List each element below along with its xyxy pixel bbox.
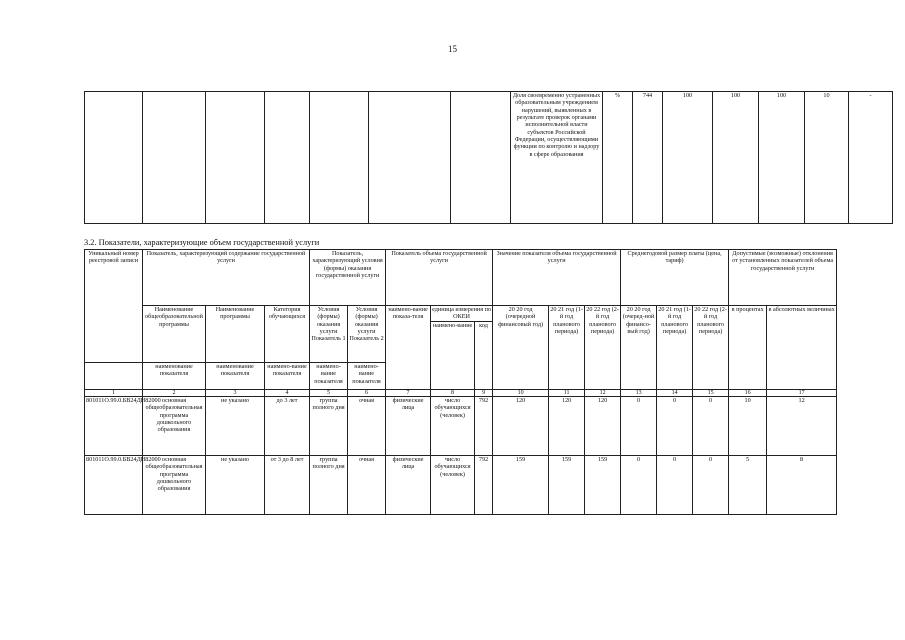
price-year2-cell: 0	[657, 456, 693, 515]
column-number: 1	[85, 390, 143, 397]
header-unit-name: наимено-вание	[431, 321, 475, 389]
value-year3-cell: 100	[759, 92, 805, 224]
table-cell	[143, 92, 206, 224]
header-conditions-group: Показатель, характеризующий условия (формы) оказания государственной услуги	[310, 250, 386, 306]
price-year1-cell: 0	[621, 397, 657, 456]
value-year3-cell: 159	[585, 456, 621, 515]
header-program-name: Наименование общеобразовательной программы	[143, 306, 206, 363]
value-year1-cell: 120	[493, 397, 549, 456]
column-number: 13	[621, 390, 657, 397]
value-year2-cell: 100	[713, 92, 759, 224]
unit-cell: %	[603, 92, 633, 224]
price-year3-cell: 0	[693, 456, 729, 515]
deviation-absolute-cell: 12	[767, 397, 837, 456]
indicator-cell: физические лица	[386, 397, 431, 456]
column-number: 15	[693, 390, 729, 397]
table-row	[85, 397, 837, 456]
section-title: 3.2. Показатели, характеризующие объем государственной услуги	[84, 238, 320, 247]
deviation-absolute-cell: 8	[767, 456, 837, 515]
condition-2-cell: очная	[348, 397, 386, 456]
program-name-cell: не указано	[206, 456, 265, 515]
column-number: 2	[143, 390, 206, 397]
okei-cell: 744	[633, 92, 663, 224]
column-number: 3	[206, 390, 265, 397]
condition-2-cell: очная	[348, 456, 386, 515]
table-row	[85, 456, 837, 515]
header-volume-group: Показатель объема государственной услуги	[386, 250, 493, 306]
column-number: 16	[729, 390, 767, 397]
indicator-cell: физические лица	[386, 456, 431, 515]
deviation-percent-cell: 10	[729, 397, 767, 456]
program-cell: основная общеобразовательная программа дошкольного образования	[143, 397, 206, 456]
header-condition-2: Условия (формы) оказания услуги Показатель 2	[348, 306, 386, 363]
quality-indicator-name: Доля своевременно устраненных образовательным учреждением нарушений, выявленных в результате проверок органами исполнительной власти субъектов Российской Федерации, осуществляющими функции по контролю и надзору в сфере образования	[511, 92, 603, 224]
unit-name-cell: число обучающихся (человек)	[431, 397, 475, 456]
value-year2-cell: 159	[549, 456, 585, 515]
price-year2-cell: 0	[657, 397, 693, 456]
header-condition-1: Условия (формы) оказания услуги Показатель 1	[310, 306, 348, 363]
header-row	[85, 250, 837, 306]
price-year1-cell: 0	[621, 456, 657, 515]
column-number: 12	[585, 390, 621, 397]
quality-indicators-continuation-table	[84, 91, 893, 224]
header-indicator-caption: наимено-вание показателя	[265, 363, 310, 390]
category-cell: от 3 до 8 лет	[265, 456, 310, 515]
header-unit-code: код	[475, 321, 493, 389]
header-indicator-caption: наименование показателя	[206, 363, 265, 390]
unit-code-cell: 792	[475, 397, 493, 456]
table-cell	[451, 92, 511, 224]
header-value-year3: 20 22 год (2-й год планового периода)	[585, 306, 621, 390]
unique-number-cell: 801011О.99.0.БВ24ДН82000	[85, 456, 143, 515]
column-number: 17	[767, 390, 837, 397]
header-deviation-percent: в процентах	[729, 306, 767, 390]
header-price-year2: 20 21 год (1-й год планового периода)	[657, 306, 693, 390]
unit-code-cell: 792	[475, 456, 493, 515]
value-year3-cell: 120	[585, 397, 621, 456]
deviation-percent-cell: 5	[729, 456, 767, 515]
header-value-year2: 20 21 год (1-й год планового периода)	[549, 306, 585, 390]
column-number: 14	[657, 390, 693, 397]
table-cell	[369, 92, 451, 224]
header-indicator-caption: наимено-вание показателя	[348, 363, 386, 390]
header-deviation-group: Допустимые (возможные) отклонения от установленных показателей объема государственной услуги	[729, 250, 837, 306]
header-indicator-caption: наименование показателя	[143, 363, 206, 390]
category-cell: до 3 лет	[265, 397, 310, 456]
value-year1-cell: 159	[493, 456, 549, 515]
page-number: 15	[448, 44, 457, 54]
column-number: 8	[431, 390, 475, 397]
deviation-percent-cell: 10	[805, 92, 849, 224]
program-name-cell: не указано	[206, 397, 265, 456]
header-deviation-absolute: в абсолютных величинах	[767, 306, 837, 390]
header-indicator-caption: наимено-вание показателя	[310, 363, 348, 390]
value-year2-cell: 120	[549, 397, 585, 456]
unique-number-cell: 801011О.99.0.БВ24ДН82000	[85, 397, 143, 456]
column-number: 9	[475, 390, 493, 397]
header-row	[85, 306, 837, 322]
header-indicator-name: наимено-вание показа-теля	[386, 306, 431, 390]
column-number: 5	[310, 390, 348, 397]
table-cell	[265, 92, 310, 224]
price-year3-cell: 0	[693, 397, 729, 456]
value-year1-cell: 100	[663, 92, 713, 224]
unit-name-cell: число обучающихся (человек)	[431, 456, 475, 515]
header-okei-unit: единица измерения по ОКЕИ	[432, 306, 492, 321]
condition-1-cell: группа полного дня	[310, 397, 348, 456]
header-value-group: Значение показателя объема государственной услуги	[493, 250, 621, 306]
column-number: 4	[265, 390, 310, 397]
header-unique-number: Уникальный номер реестровой записи	[85, 250, 143, 363]
program-cell: основная общеобразовательная программа дошкольного образования	[143, 456, 206, 515]
volume-indicators-table	[84, 249, 837, 515]
table-cell	[310, 92, 369, 224]
header-value-year1: 20 20 год (очередной финансовый год)	[493, 306, 549, 390]
column-number: 6	[348, 390, 386, 397]
table-cell	[85, 363, 143, 390]
column-number: 7	[386, 390, 431, 397]
column-number-row	[85, 390, 837, 397]
table-cell	[85, 92, 143, 224]
condition-1-cell: группа полного дня	[310, 456, 348, 515]
column-number: 10	[493, 390, 549, 397]
header-price-group: Среднегодовой размер платы (цена, тариф)	[621, 250, 729, 306]
header-price-year3: 20 22 год (2-й год планового периода)	[693, 306, 729, 390]
header-content-group: Показатель, характеризующий содержание государственной услуги	[143, 250, 310, 306]
header-programs: Наименование программы	[206, 306, 265, 363]
header-category: Категория обучающихся	[265, 306, 310, 363]
deviation-absolute-cell: -	[849, 92, 893, 224]
column-number: 11	[549, 390, 585, 397]
header-price-year1: 20 20 год (очеред-ной финансо-вый год)	[621, 306, 657, 390]
table-cell	[206, 92, 265, 224]
table-row	[85, 92, 893, 224]
